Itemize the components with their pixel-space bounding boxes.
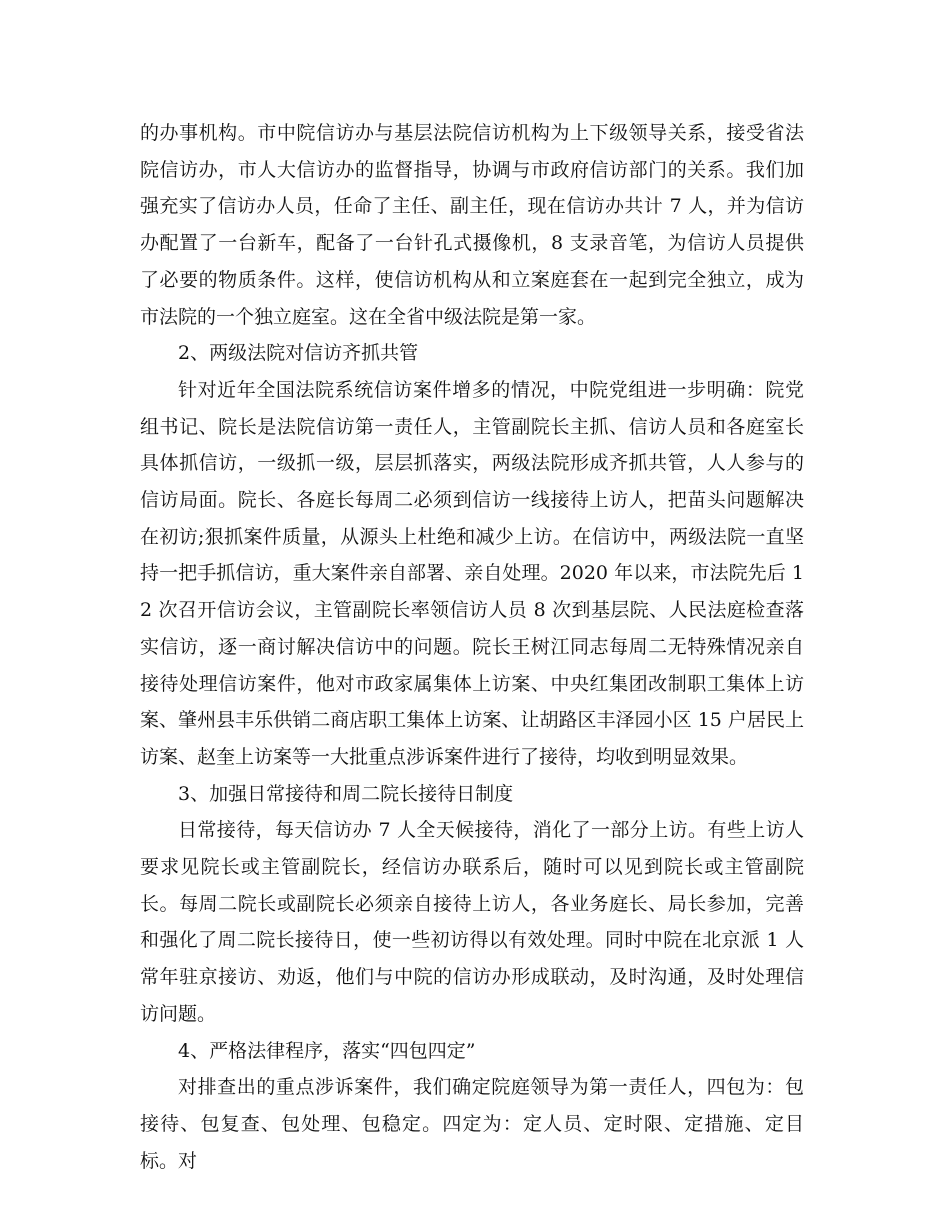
section-heading-2: 2、两级法院对信访齐抓共管 [178, 342, 419, 365]
paragraph-continuation: 的办事机构。市中院信访办与基层法院信访机构为上下级领导关系，接受省法院信访办，市人大信访办的监督指导，协调与市政府信访部门的关系。我们加强充实了信访办人员，任命了主任、副主任，现在信访办共计 7 人，并为信访办配置了一台新车，配备了一台针孔式摄像机，8 支录音笔，为信访人员提供了必要的物质条件。这样，使信访机构从和立案庭套在一起到完全独立，成为市法院的一个独立庭室。这在全省中级法院是第一家。 [140, 122, 804, 328]
section-heading-3: 3、加强日常接待和周二院长接待日制度 [178, 782, 514, 805]
paragraph-section-4: 对排查出的重点涉诉案件，我们确定院庭领导为第一责任人，四包为：包接待、包复查、包处理、包稳定。四定为：定人员、定时限、定措施、定目标。对 [140, 1076, 804, 1172]
paragraph-section-3: 日常接待，每天信访办 7 人全天候接待，消化了一部分上访。有些上访人要求见院长或主管副院长，经信访办联系后，随时可以见到院长或主管副院长。每周二院长或副院长必须亲自接待上访人，各业务庭长、局长参加，完善和强化了周二院长接待日，使一些初访得以有效处理。同时中院在北京派 1 人常年驻京接访、劝返，他们与中院的信访办形成联动，及时沟通，及时处理信访问题。 [140, 819, 804, 1025]
document-body [140, 115, 804, 1179]
section-heading-4: 4、严格法律程序，落实“四包四定” [178, 1039, 476, 1062]
paragraph-section-2: 针对近年全国法院系统信访案件增多的情况，中院党组进一步明确：院党组书记、院长是法院信访第一责任人，主管副院长主抓、信访人员和各庭室长具体抓信访，一级抓一级，层层抓落实，两级法院形成齐抓共管，人人参与的信访局面。院长、各庭长每周二必须到信访一线接待上访人，把苗头问题解决在初访;狠抓案件质量，从源头上杜绝和减少上访。在信访中，两级法院一直坚持一把手抓信访，重大案件亲自部署、亲自处理。2020 年以来，市法院先后 12 次召开信访会议，主管副院长率领信访人员 8 次到基层院、人民法庭检查落实信访，逐一商讨解决信访中的问题。院长王树江同志每周二无特殊情况亲自接待处理信访案件，他对市政家属集体上访案、中央红集团改制职工集体上访案、肇州县丰乐供销二商店职工集体上访案、让胡路区丰泽园小区 15 户居民上访案、赵奎上访案等一大批重点涉诉案件进行了接待，均收到明显效果。 [140, 378, 804, 768]
